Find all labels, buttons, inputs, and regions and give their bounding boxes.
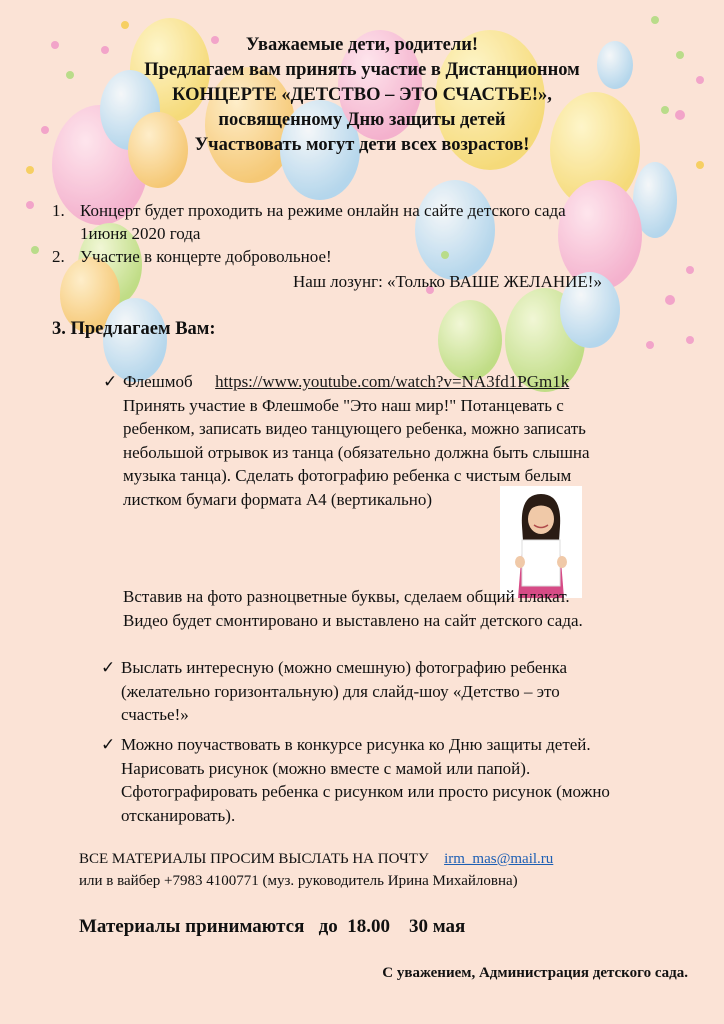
deadline: Материалы принимаются до 18.00 30 мая — [79, 916, 466, 937]
signature: С уважением, Администрация детского сада. — [382, 965, 688, 981]
list-item: 2. Участие в концерте добровольное! — [52, 247, 332, 266]
checkmark-icon: ✓ — [103, 372, 118, 391]
age-note: Участвовать могут дети всех возрастов! — [194, 135, 530, 155]
greeting: Уважаемые дети, родители! — [245, 35, 479, 55]
flashmob-link[interactable]: https://www.youtube.com/watch?v=NA3fd1PGm1k — [215, 372, 570, 391]
email-link[interactable]: irm_mas@mail.ru — [444, 851, 554, 867]
photo-item: ✓ Выслать интересную (можно смешную) фотографию ребенка (желательно горизонтальную) для слайд-шоу «Детство – это счастье!» — [101, 658, 568, 724]
invitation-line: Предлагаем вам принять участие в Дистанционном — [144, 60, 580, 80]
contacts-instruction: ВСЕ МАТЕРИАЛЫ ПРОСИМ ВЫСЛАТЬ НА ПОЧТУ — [79, 851, 429, 867]
flashmob-label: Флешмоб — [123, 372, 193, 391]
info-list — [52, 199, 692, 268]
checkmark-icon: ✓ — [101, 735, 116, 754]
concert-title: КОНЦЕРТЕ «ДЕТСТВО – ЭТО СЧАСТЬЕ!», — [172, 85, 552, 105]
drawing-item: ✓ Можно поучаствовать в конкурсе рисунка ко Дню защиты детей. Нарисовать рисунок (можно вместе с мамой или папой). Сфотографировать ребенка с рисунком или просто рисунок (можно отсканировать). — [101, 735, 610, 825]
header-block — [0, 33, 724, 158]
flashmob-continued: Вставив на фото разноцветные буквы, сделаем общий плакат. Видео будет смонтировано и выставлено на сайт детского сада. — [123, 587, 583, 630]
list-item: 1. Концерт будет проходить на режиме онлайн на сайте детского сада 1июня 2020 года — [52, 201, 566, 243]
slogan: Наш лозунг: «Только ВАШЕ ЖЕЛАНИЕ!» — [293, 272, 602, 291]
flashmob-item: ✓ Флешмоб https://www.youtube.com/watch?v=NA3fd1PGm1k Принять участие в Флешмобе "Это наш мир!" Потанцевать с ребенком, записать видео танцующего ребенка, можно записать небольшой отрывок из танца (обязательно должна быть слышна музыка танца). Сделать фотографию ребенка с чистым белым листком бумаги формата А4 (вертикально) — [103, 372, 590, 509]
checkmark-icon: ✓ — [101, 658, 116, 677]
section-title: 3. Предлагаем Вам: — [52, 319, 216, 339]
child-photo — [500, 486, 582, 598]
contacts-block — [79, 848, 553, 892]
dedication-line: посвященному Дню защиты детей — [218, 110, 506, 130]
viber-contact: или в вайбер +7983 4100771 (муз. руководитель Ирина Михайловна) — [79, 873, 518, 889]
